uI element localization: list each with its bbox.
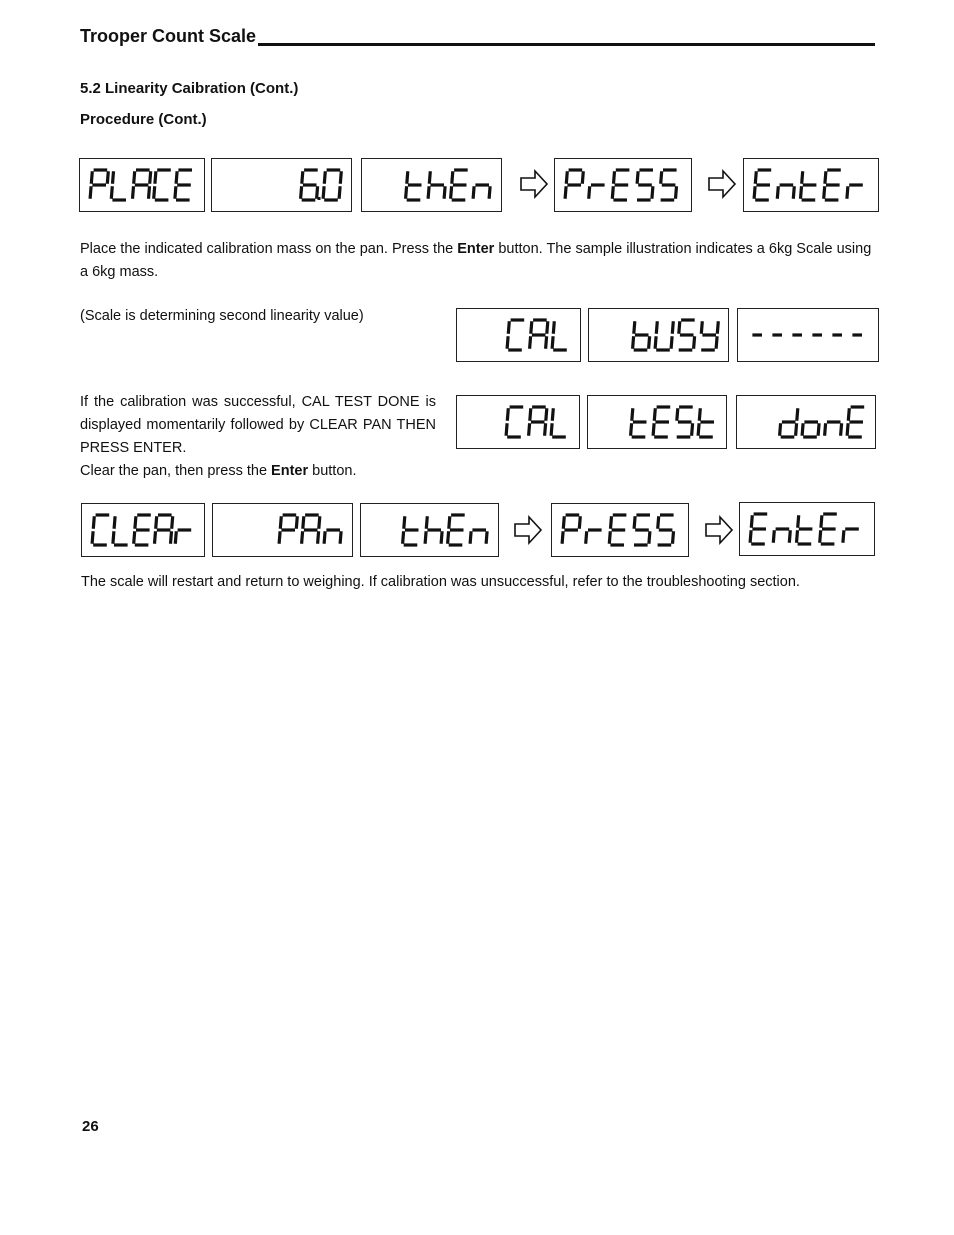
display-pan [212, 503, 353, 557]
page-number: 26 [82, 1118, 99, 1135]
header-rule [258, 43, 875, 46]
header-title: Trooper Count Scale [80, 26, 257, 46]
display-dashes [737, 308, 879, 362]
arrow-right-icon [706, 168, 738, 200]
enter-keyword: Enter [457, 241, 495, 257]
busy-note: (Scale is determining second linearity value) [80, 308, 364, 324]
display-clear [81, 503, 205, 557]
success-note: If the calibration was successful, CAL TEST DONE is displayed momentarily followed by CLEAR PAN THEN PRESS ENTER. Clear the pan, then press the Enter button. [80, 394, 436, 479]
display-press [551, 503, 689, 557]
restart-note: The scale will restart and return to weighing. If calibration was unsuccessful, refer to the troubleshooting section. [81, 574, 800, 590]
display-then [360, 503, 499, 557]
arrow-right-icon [518, 168, 550, 200]
display-enter [743, 158, 879, 212]
display-test [587, 395, 727, 449]
section-title: 5.2 Linearity Caibration (Cont.) [80, 80, 299, 97]
display-busy [588, 308, 729, 362]
enter-keyword: Enter [271, 463, 309, 479]
procedure-title: Procedure (Cont.) [80, 111, 207, 128]
display-cal [456, 395, 580, 449]
display-cal [456, 308, 581, 362]
display-mass-value [211, 158, 352, 212]
display-press [554, 158, 692, 212]
instruction-place-mass: Place the indicated calibration mass on the pan. Press the Enter button. The sample illustration indicates a 6kg Scale using a 6kg mass. [80, 241, 872, 280]
display-done [736, 395, 876, 449]
display-place [79, 158, 205, 212]
arrow-right-icon [512, 514, 544, 546]
display-then [361, 158, 502, 212]
arrow-right-icon [703, 514, 735, 546]
display-enter [739, 502, 875, 556]
